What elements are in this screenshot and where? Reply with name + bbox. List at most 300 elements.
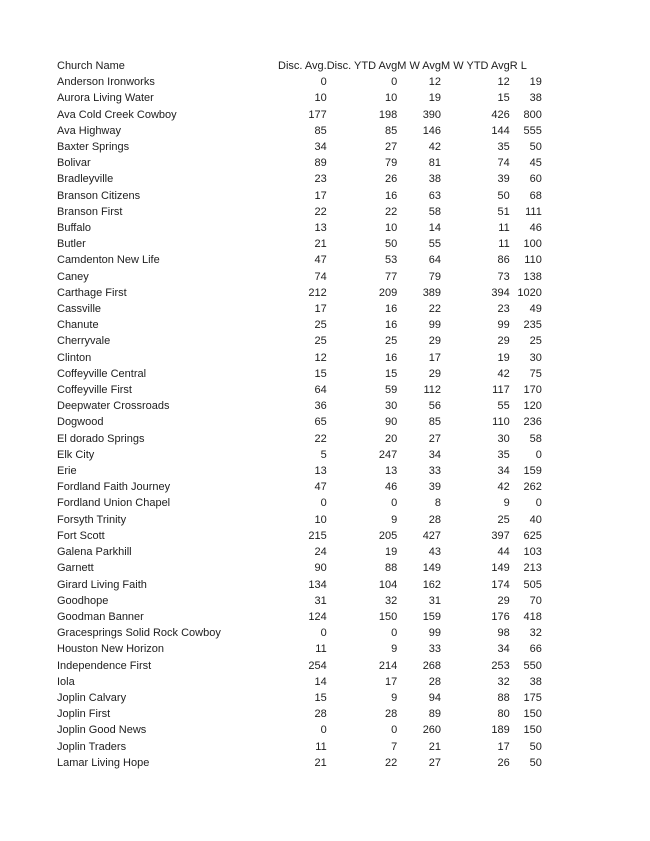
- cell-disc-ytd-avg: 53: [384, 254, 398, 267]
- cell-disc-avg: 34: [314, 141, 327, 154]
- cell-disc-avg: 17: [314, 189, 327, 202]
- cell-church-name: Bradleyville: [57, 173, 114, 186]
- cell-m-w-avg: 27: [428, 432, 442, 445]
- cell-r-l: 175: [523, 691, 542, 704]
- table-row: [57, 139, 542, 155]
- cell-m-w-avg: 99: [428, 319, 442, 332]
- cell-m-w-ytd-avg: 9: [503, 497, 510, 510]
- cell-disc-avg: 47: [314, 254, 327, 267]
- cell-r-l: 120: [523, 400, 542, 413]
- header-row: [57, 58, 542, 74]
- cell-m-w-ytd-avg: 149: [491, 562, 510, 575]
- cell-disc-avg: 85: [314, 124, 327, 137]
- cell-church-name: Iola: [57, 675, 75, 688]
- cell-m-w-avg: 39: [428, 481, 442, 494]
- cell-disc-ytd-avg: 10: [384, 92, 398, 105]
- cell-m-w-ytd-avg: 42: [497, 367, 510, 380]
- cell-disc-avg: 12: [314, 351, 327, 364]
- table-body: [57, 74, 542, 771]
- cell-disc-avg: 24: [314, 546, 327, 559]
- cell-m-w-ytd-avg: 86: [497, 254, 510, 267]
- cell-disc-avg: 124: [308, 610, 327, 623]
- cell-church-name: Caney: [57, 270, 89, 283]
- cell-m-w-ytd-avg: 17: [497, 740, 510, 753]
- cell-m-w-avg: 33: [428, 643, 442, 656]
- cell-disc-ytd-avg: 59: [384, 384, 398, 397]
- cell-church-name: Erie: [57, 465, 77, 478]
- cell-m-w-ytd-avg: 29: [497, 335, 510, 348]
- table-row: [57, 107, 542, 123]
- cell-church-name: Branson First: [57, 205, 123, 218]
- cell-m-w-ytd-avg: 73: [497, 270, 510, 283]
- cell-disc-ytd-avg: 0: [391, 627, 398, 640]
- table-row: [57, 739, 542, 755]
- cell-disc-avg: 13: [314, 222, 327, 235]
- cell-r-l: 170: [523, 384, 542, 397]
- cell-m-w-avg: 34: [428, 448, 442, 461]
- table-row: [57, 317, 542, 333]
- cell-m-w-ytd-avg: 98: [497, 627, 510, 640]
- cell-disc-ytd-avg: 13: [384, 465, 398, 478]
- cell-disc-avg: 11: [315, 740, 327, 753]
- cell-m-w-ytd-avg: 51: [497, 205, 510, 218]
- table-row: [57, 722, 542, 738]
- cell-disc-ytd-avg: 214: [378, 659, 398, 672]
- cell-m-w-avg: 17: [428, 351, 442, 364]
- cell-church-name: Anderson Ironworks: [57, 76, 155, 89]
- cell-disc-ytd-avg: 15: [384, 367, 398, 380]
- cell-r-l: 50: [529, 141, 542, 154]
- cell-church-name: Butler: [57, 238, 86, 251]
- cell-r-l: 418: [523, 610, 542, 623]
- cell-m-w-avg: 38: [428, 173, 442, 186]
- cell-m-w-ytd-avg: 30: [497, 432, 510, 445]
- cell-r-l: 32: [529, 627, 542, 640]
- cell-r-l: 800: [523, 108, 542, 121]
- cell-r-l: 262: [523, 481, 542, 494]
- cell-disc-ytd-avg: 17: [384, 675, 398, 688]
- cell-church-name: Galena Parkhill: [57, 546, 132, 559]
- cell-r-l: 49: [529, 303, 542, 316]
- column-header-disc-ytd-avg: Disc. YTD Avg: [326, 60, 398, 72]
- cell-disc-avg: 64: [314, 384, 327, 397]
- cell-church-name: Baxter Springs: [57, 141, 130, 154]
- cell-disc-avg: 13: [314, 465, 327, 478]
- cell-disc-ytd-avg: 90: [384, 416, 398, 429]
- cell-disc-avg: 17: [314, 303, 327, 316]
- table-row: [57, 495, 542, 511]
- cell-disc-ytd-avg: 16: [384, 319, 398, 332]
- cell-church-name: Ava Cold Creek Cowboy: [57, 108, 177, 121]
- cell-disc-ytd-avg: 0: [391, 724, 398, 737]
- table-row: [57, 479, 542, 495]
- cell-disc-ytd-avg: 150: [378, 610, 398, 623]
- church-stats-table: [57, 58, 542, 771]
- cell-church-name: Forsyth Trinity: [57, 513, 127, 526]
- cell-disc-ytd-avg: 9: [391, 643, 398, 656]
- cell-disc-avg: 177: [308, 108, 327, 121]
- cell-m-w-ytd-avg: 34: [497, 643, 510, 656]
- table-row: [57, 236, 542, 252]
- cell-r-l: 111: [525, 205, 542, 218]
- cell-church-name: Deepwater Crossroads: [57, 400, 170, 413]
- cell-disc-ytd-avg: 79: [384, 157, 398, 170]
- cell-church-name: Camdenton New Life: [57, 254, 160, 267]
- table-row: [57, 528, 542, 544]
- cell-church-name: Girard Living Faith: [57, 578, 147, 591]
- cell-church-name: Gracesprings Solid Rock Cowboy: [57, 627, 221, 640]
- cell-disc-avg: 134: [308, 578, 327, 591]
- cell-r-l: 625: [523, 529, 542, 542]
- cell-r-l: 110: [524, 254, 542, 267]
- table-row: [57, 90, 542, 106]
- cell-disc-ytd-avg: 0: [391, 497, 398, 510]
- cell-disc-ytd-avg: 104: [378, 578, 398, 591]
- cell-m-w-ytd-avg: 110: [492, 416, 510, 429]
- table-row: [57, 447, 542, 463]
- cell-m-w-ytd-avg: 42: [497, 481, 510, 494]
- cell-disc-avg: 47: [314, 481, 327, 494]
- cell-r-l: 68: [529, 189, 542, 202]
- cell-r-l: 100: [523, 238, 542, 251]
- cell-church-name: Fordland Union Chapel: [57, 497, 171, 510]
- table-row: [57, 366, 542, 382]
- cell-m-w-avg: 55: [428, 238, 442, 251]
- table-row: [57, 301, 542, 317]
- cell-church-name: Joplin Calvary: [57, 691, 127, 704]
- cell-r-l: 0: [535, 497, 542, 510]
- cell-m-w-ytd-avg: 35: [497, 448, 510, 461]
- cell-disc-ytd-avg: 20: [384, 432, 398, 445]
- cell-church-name: Coffeyville First: [57, 384, 132, 397]
- table-row: [57, 706, 542, 722]
- cell-disc-ytd-avg: 19: [384, 546, 398, 559]
- cell-disc-avg: 25: [314, 335, 327, 348]
- cell-disc-avg: 254: [308, 659, 327, 672]
- cell-m-w-avg: 146: [422, 124, 442, 137]
- cell-disc-ytd-avg: 22: [384, 205, 398, 218]
- cell-church-name: Fordland Faith Journey: [57, 481, 171, 494]
- cell-disc-avg: 28: [314, 708, 327, 721]
- column-header-church-name: Church Name: [57, 60, 125, 72]
- cell-r-l: 505: [523, 578, 542, 591]
- cell-m-w-ytd-avg: 26: [497, 756, 510, 769]
- cell-m-w-avg: 94: [428, 691, 442, 704]
- column-header-m-w-ytd-avg: M W YTD Avg: [441, 60, 510, 72]
- cell-m-w-ytd-avg: 50: [497, 189, 510, 202]
- cell-disc-avg: 21: [314, 756, 327, 769]
- cell-disc-avg: 21: [314, 238, 327, 251]
- cell-r-l: 213: [523, 562, 542, 575]
- cell-r-l: 60: [529, 173, 542, 186]
- cell-m-w-ytd-avg: 11: [498, 238, 510, 251]
- cell-m-w-avg: 390: [422, 108, 442, 121]
- column-header-r-l: R L: [509, 60, 527, 72]
- cell-disc-avg: 89: [314, 157, 327, 170]
- cell-m-w-avg: 56: [428, 400, 442, 413]
- cell-m-w-avg: 268: [422, 659, 442, 672]
- cell-m-w-ytd-avg: 12: [497, 76, 510, 89]
- cell-m-w-avg: 58: [428, 205, 442, 218]
- cell-disc-ytd-avg: 16: [384, 351, 398, 364]
- cell-disc-ytd-avg: 0: [391, 76, 398, 89]
- cell-r-l: 38: [529, 675, 542, 688]
- cell-r-l: 30: [529, 351, 542, 364]
- cell-disc-avg: 25: [314, 319, 327, 332]
- cell-m-w-avg: 64: [428, 254, 442, 267]
- cell-church-name: Branson Citizens: [57, 189, 141, 202]
- cell-disc-ytd-avg: 9: [391, 513, 398, 526]
- cell-disc-avg: 31: [314, 594, 327, 607]
- cell-m-w-avg: 63: [428, 189, 442, 202]
- cell-m-w-avg: 112: [423, 384, 442, 397]
- cell-disc-avg: 215: [308, 529, 327, 542]
- cell-r-l: 555: [523, 124, 542, 137]
- cell-church-name: Aurora Living Water: [57, 92, 154, 105]
- cell-disc-avg: 10: [314, 513, 327, 526]
- table-row: [57, 544, 542, 560]
- cell-m-w-avg: 21: [428, 740, 442, 753]
- cell-m-w-ytd-avg: 144: [491, 124, 510, 137]
- cell-m-w-avg: 89: [428, 708, 442, 721]
- cell-church-name: Goodman Banner: [57, 610, 144, 623]
- cell-disc-ytd-avg: 46: [384, 481, 398, 494]
- cell-r-l: 150: [523, 708, 542, 721]
- table-row: [57, 560, 542, 576]
- cell-disc-ytd-avg: 88: [384, 562, 398, 575]
- cell-m-w-ytd-avg: 34: [497, 465, 510, 478]
- cell-disc-ytd-avg: 77: [384, 270, 398, 283]
- cell-disc-ytd-avg: 7: [391, 740, 398, 753]
- cell-disc-ytd-avg: 10: [384, 222, 398, 235]
- cell-disc-avg: 0: [320, 627, 327, 640]
- cell-r-l: 138: [523, 270, 542, 283]
- cell-disc-avg: 36: [314, 400, 327, 413]
- cell-r-l: 103: [523, 546, 542, 559]
- table-row: [57, 188, 542, 204]
- cell-m-w-avg: 31: [428, 594, 442, 607]
- cell-m-w-avg: 19: [428, 92, 442, 105]
- cell-church-name: Joplin First: [57, 708, 111, 721]
- cell-disc-ytd-avg: 247: [378, 448, 398, 461]
- cell-church-name: Cassville: [57, 303, 102, 316]
- cell-m-w-avg: 27: [428, 756, 442, 769]
- cell-disc-ytd-avg: 28: [384, 708, 398, 721]
- cell-disc-ytd-avg: 16: [384, 189, 398, 202]
- cell-disc-avg: 15: [314, 691, 327, 704]
- cell-church-name: Goodhope: [57, 594, 109, 607]
- cell-church-name: Fort Scott: [57, 529, 105, 542]
- cell-m-w-avg: 42: [428, 141, 442, 154]
- table-row: [57, 577, 542, 593]
- cell-disc-avg: 212: [308, 286, 327, 299]
- cell-church-name: Cherryvale: [57, 335, 111, 348]
- table-row: [57, 625, 542, 641]
- cell-church-name: Dogwood: [57, 416, 104, 429]
- table-row: [57, 333, 542, 349]
- cell-m-w-avg: 29: [428, 367, 442, 380]
- cell-church-name: Chanute: [57, 319, 99, 332]
- cell-disc-ytd-avg: 30: [384, 400, 398, 413]
- cell-r-l: 236: [523, 416, 542, 429]
- table-row: [57, 171, 542, 187]
- cell-m-w-avg: 427: [422, 529, 442, 542]
- cell-m-w-ytd-avg: 176: [491, 610, 510, 623]
- table-row: [57, 690, 542, 706]
- table-row: [57, 204, 542, 220]
- cell-disc-ytd-avg: 50: [384, 238, 398, 251]
- cell-church-name: Lamar Living Hope: [57, 756, 150, 769]
- cell-r-l: 58: [529, 432, 542, 445]
- cell-r-l: 75: [529, 367, 542, 380]
- cell-m-w-ytd-avg: 189: [491, 724, 510, 737]
- cell-disc-avg: 23: [314, 173, 327, 186]
- cell-church-name: Joplin Traders: [57, 740, 127, 753]
- cell-m-w-ytd-avg: 25: [497, 513, 510, 526]
- cell-m-w-avg: 8: [434, 497, 442, 510]
- cell-m-w-ytd-avg: 23: [497, 303, 510, 316]
- cell-disc-ytd-avg: 16: [384, 303, 398, 316]
- cell-disc-avg: 10: [314, 92, 327, 105]
- cell-disc-ytd-avg: 198: [378, 108, 398, 121]
- cell-church-name: Elk City: [57, 448, 95, 461]
- table-row: [57, 350, 542, 366]
- table-row: [57, 74, 542, 90]
- cell-church-name: Buffalo: [57, 222, 92, 235]
- cell-r-l: 1020: [517, 286, 542, 299]
- cell-r-l: 0: [535, 448, 542, 461]
- cell-r-l: 235: [523, 319, 542, 332]
- cell-m-w-avg: 12: [428, 76, 442, 89]
- table-row: [57, 755, 542, 771]
- cell-disc-avg: 14: [314, 675, 327, 688]
- cell-r-l: 19: [529, 76, 542, 89]
- cell-m-w-ytd-avg: 74: [497, 157, 510, 170]
- cell-m-w-ytd-avg: 32: [497, 675, 510, 688]
- cell-disc-avg: 15: [314, 367, 327, 380]
- cell-church-name: Independence First: [57, 659, 152, 672]
- cell-m-w-ytd-avg: 80: [497, 708, 510, 721]
- cell-m-w-avg: 99: [428, 627, 442, 640]
- cell-r-l: 25: [529, 335, 542, 348]
- table-row: [57, 398, 542, 414]
- cell-church-name: Clinton: [57, 351, 92, 364]
- table-row: [57, 155, 542, 171]
- table-row: [57, 382, 542, 398]
- cell-disc-avg: 65: [314, 416, 327, 429]
- cell-m-w-avg: 149: [422, 562, 442, 575]
- table-row: [57, 674, 542, 690]
- table-row: [57, 641, 542, 657]
- cell-r-l: 40: [529, 513, 542, 526]
- cell-m-w-avg: 79: [428, 270, 442, 283]
- cell-m-w-ytd-avg: 99: [497, 319, 510, 332]
- cell-m-w-ytd-avg: 394: [491, 286, 510, 299]
- cell-disc-avg: 0: [320, 724, 327, 737]
- cell-disc-avg: 22: [314, 432, 327, 445]
- cell-m-w-avg: 28: [428, 675, 442, 688]
- cell-m-w-ytd-avg: 88: [497, 691, 510, 704]
- column-header-m-w-avg: M W Avg: [397, 60, 442, 72]
- cell-disc-avg: 0: [320, 497, 327, 510]
- table-row: [57, 123, 542, 139]
- column-header-disc-avg: Disc. Avg.: [278, 60, 327, 72]
- cell-m-w-avg: 85: [428, 416, 442, 429]
- cell-r-l: 66: [529, 643, 542, 656]
- cell-m-w-avg: 260: [422, 724, 442, 737]
- cell-disc-avg: 22: [314, 205, 327, 218]
- cell-m-w-ytd-avg: 253: [491, 659, 510, 672]
- cell-r-l: 50: [529, 740, 542, 753]
- cell-m-w-avg: 14: [428, 222, 442, 235]
- table-row: [57, 285, 542, 301]
- cell-r-l: 550: [523, 659, 542, 672]
- cell-disc-ytd-avg: 27: [384, 141, 398, 154]
- cell-r-l: 38: [529, 92, 542, 105]
- cell-disc-avg: 90: [314, 562, 327, 575]
- table-row: [57, 512, 542, 528]
- cell-church-name: Joplin Good News: [57, 724, 147, 737]
- cell-m-w-ytd-avg: 174: [491, 578, 510, 591]
- cell-m-w-avg: 43: [428, 546, 442, 559]
- cell-disc-ytd-avg: 9: [391, 691, 398, 704]
- cell-disc-ytd-avg: 25: [384, 335, 398, 348]
- cell-disc-avg: 5: [320, 448, 327, 461]
- cell-r-l: 50: [529, 756, 542, 769]
- cell-m-w-ytd-avg: 39: [497, 173, 510, 186]
- cell-r-l: 150: [523, 724, 542, 737]
- cell-m-w-ytd-avg: 15: [497, 92, 510, 105]
- cell-m-w-avg: 159: [422, 610, 442, 623]
- cell-m-w-ytd-avg: 35: [497, 141, 510, 154]
- table-row: [57, 414, 542, 430]
- cell-church-name: El dorado Springs: [57, 432, 145, 445]
- cell-m-w-ytd-avg: 397: [491, 529, 510, 542]
- cell-disc-avg: 11: [315, 643, 327, 656]
- cell-disc-ytd-avg: 209: [378, 286, 398, 299]
- cell-disc-ytd-avg: 26: [384, 173, 398, 186]
- table-row: [57, 609, 542, 625]
- cell-m-w-ytd-avg: 29: [497, 594, 510, 607]
- cell-m-w-avg: 29: [428, 335, 442, 348]
- cell-m-w-ytd-avg: 117: [492, 384, 510, 397]
- table-row: [57, 252, 542, 268]
- cell-m-w-ytd-avg: 19: [497, 351, 510, 364]
- cell-m-w-ytd-avg: 11: [498, 222, 510, 235]
- cell-disc-avg: 74: [314, 270, 327, 283]
- table-row: [57, 593, 542, 609]
- table-row: [57, 658, 542, 674]
- cell-m-w-avg: 162: [422, 578, 442, 591]
- cell-disc-ytd-avg: 205: [378, 529, 398, 542]
- cell-m-w-ytd-avg: 44: [497, 546, 510, 559]
- cell-r-l: 46: [529, 222, 542, 235]
- cell-church-name: Garnett: [57, 562, 94, 575]
- cell-m-w-ytd-avg: 55: [497, 400, 510, 413]
- cell-r-l: 159: [523, 465, 542, 478]
- cell-church-name: Ava Highway: [57, 124, 121, 137]
- cell-m-w-avg: 389: [422, 286, 442, 299]
- cell-church-name: Coffeyville Central: [57, 367, 147, 380]
- table-row: [57, 220, 542, 236]
- cell-m-w-avg: 28: [428, 513, 442, 526]
- cell-disc-avg: 0: [320, 76, 327, 89]
- table-row: [57, 431, 542, 447]
- cell-disc-ytd-avg: 85: [384, 124, 398, 137]
- cell-m-w-avg: 33: [428, 465, 442, 478]
- cell-m-w-ytd-avg: 426: [491, 108, 510, 121]
- table-row: [57, 463, 542, 479]
